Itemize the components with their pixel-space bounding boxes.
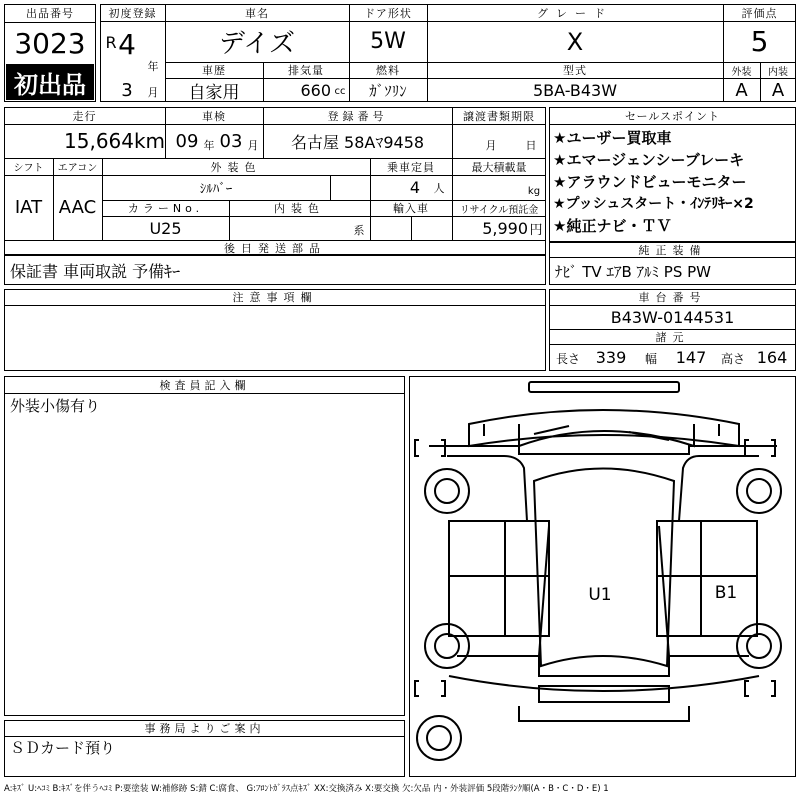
inspector-box xyxy=(4,376,405,716)
sales-point-item: ★プッシュスタート・ｲﾝﾃﾘｷｰ×2 xyxy=(553,196,754,212)
later-parts-label: 後日発送部品 xyxy=(224,241,326,255)
later-parts-value: 保証書 車両取説 予備ｷｰ xyxy=(10,261,181,281)
ac-label: エアコン xyxy=(57,163,98,174)
model-label: 型式 xyxy=(563,64,587,77)
length-label: 長さ xyxy=(555,351,580,366)
int-color-label: 内装色 xyxy=(274,202,325,215)
notes-value xyxy=(4,305,546,329)
recycle-label: リサイクル預託金 xyxy=(459,204,539,216)
door-label: ドア形状 xyxy=(364,6,412,20)
equipment-label: 純正装備 xyxy=(638,243,707,257)
capacity: 4 xyxy=(409,178,421,197)
door-type: 5W xyxy=(370,29,406,54)
equipment-value: ﾅﾋﾞ TV ｴｱB ｱﾙﾐ PS PW xyxy=(555,262,711,281)
capacity-label: 乗車定員 xyxy=(387,160,435,174)
ext-color: ｼﾙﾊﾞｰ xyxy=(199,182,233,197)
int-label: 内装 xyxy=(768,66,788,78)
dims-label: 諸元 xyxy=(655,330,690,344)
sales-point-item: ★アラウンドビューモニター xyxy=(553,173,747,191)
office-label: 事務局よりご案内 xyxy=(144,722,265,735)
chassis-number: B43W-0144531 xyxy=(610,307,735,327)
length-value: 339 xyxy=(595,347,627,367)
office-value: ＳＤカード預り xyxy=(10,738,116,757)
damage-mark-u1: U1 xyxy=(588,585,612,605)
max-load-label: 最大積載量 xyxy=(471,160,527,174)
first-reg-label: 初度登録 xyxy=(108,6,157,20)
grade-label: グレード xyxy=(537,6,613,20)
history: 自家用 xyxy=(188,82,240,103)
max-load-unit: kg xyxy=(527,185,541,197)
int-grade: A xyxy=(771,79,785,101)
sales-points-label: セールスポイント xyxy=(624,109,720,123)
displacement-label: 排気量 xyxy=(288,64,324,77)
lot-number: 3023 xyxy=(14,26,86,60)
sales-point-item: ★エマージェンシーブレーキ xyxy=(553,151,745,169)
mileage: 15,664 xyxy=(64,129,134,153)
sales-point-item: ★純正ナビ・ＴＶ xyxy=(553,217,672,235)
car-name: デイズ xyxy=(219,29,295,59)
inspection-month: 03 xyxy=(219,130,243,152)
score: 5 xyxy=(750,25,769,58)
car-name-label: 車名 xyxy=(245,6,269,20)
year-unit: 年 xyxy=(147,60,159,73)
inspector-label: 検査員記入欄 xyxy=(159,378,250,392)
sales-points-list xyxy=(553,127,793,237)
transfer-label: 譲渡書類期限 xyxy=(463,109,535,123)
displacement-unit: cc xyxy=(334,85,346,97)
grade: X xyxy=(566,27,584,56)
transfer-month-unit: 月 xyxy=(485,139,497,152)
height-value: 164 xyxy=(756,347,788,367)
color-no-label: カラーNo. xyxy=(127,202,204,215)
car-diagram xyxy=(409,376,796,777)
inspection-label: 車検 xyxy=(202,109,226,123)
inspection-year: 09 xyxy=(175,130,199,152)
shift-label: シフト xyxy=(13,163,44,174)
height-label: 高さ xyxy=(720,351,745,366)
recycle-unit: 円 xyxy=(529,222,543,238)
width-label: 幅 xyxy=(644,351,657,366)
shift: IAT xyxy=(14,197,43,218)
month-unit: 月 xyxy=(147,86,159,99)
damage-mark-b1: B1 xyxy=(714,583,738,603)
reg-no-label: 登録番号 xyxy=(327,109,388,123)
lot-number-label: 出品番号 xyxy=(26,7,74,20)
history-label: 車歴 xyxy=(202,64,226,77)
era: R xyxy=(105,32,117,52)
import-label: 輸入車 xyxy=(393,202,429,215)
reg-no: 名古屋 58Aﾏ9458 xyxy=(290,132,425,152)
notes-label: 注意事項欄 xyxy=(232,291,318,304)
fuel-label: 燃料 xyxy=(376,64,400,77)
ac: AAC xyxy=(58,197,97,218)
inspection-year-unit: 年 xyxy=(203,139,215,152)
inspector-notes: 外装小傷有り xyxy=(10,396,101,415)
score-label: 評価点 xyxy=(741,6,778,20)
transfer-day-unit: 日 xyxy=(525,139,537,152)
model: 5BA-B43W xyxy=(532,80,618,100)
inspection-month-unit: 月 xyxy=(247,139,259,152)
color-no: U25 xyxy=(149,218,182,238)
recycle-amount: 5,990 xyxy=(482,218,528,238)
displacement: 660 xyxy=(300,80,331,100)
ext-grade: A xyxy=(735,79,748,101)
first-reg-year: 4 xyxy=(118,27,136,61)
legend-text: A:ｷｽﾞ U:ﾍｺﾐ B:ｷｽﾞを伴うﾍｺﾐ P:要塗装 W:補修跡 S:錆 C:腐食、 G:ﾌﾛﾝﾄｶﾞﾗｽ点ｷｽﾞ XX:交換済み X:要交換 欠:欠品 内・外装評価 5段階ﾗﾝｸ順(A・B・C・D・E) 1 xyxy=(4,784,609,794)
chassis-label: 車台番号 xyxy=(638,291,707,304)
width-value: 147 xyxy=(675,347,707,367)
first-reg-month: 3 xyxy=(121,79,133,101)
int-color-unit: 系 xyxy=(353,224,365,237)
first-listing-badge: 初出品 xyxy=(6,64,94,100)
ext-color-label: 外装色 xyxy=(210,160,262,174)
sales-point-item: ★ユーザー買取車 xyxy=(553,129,672,147)
capacity-unit: 人 xyxy=(433,182,445,195)
fuel: ｶﾞｿﾘﾝ xyxy=(369,81,407,100)
ext-label: 外装 xyxy=(731,66,752,78)
mileage-label: 走行 xyxy=(72,109,97,123)
mileage-unit: km xyxy=(133,129,166,153)
